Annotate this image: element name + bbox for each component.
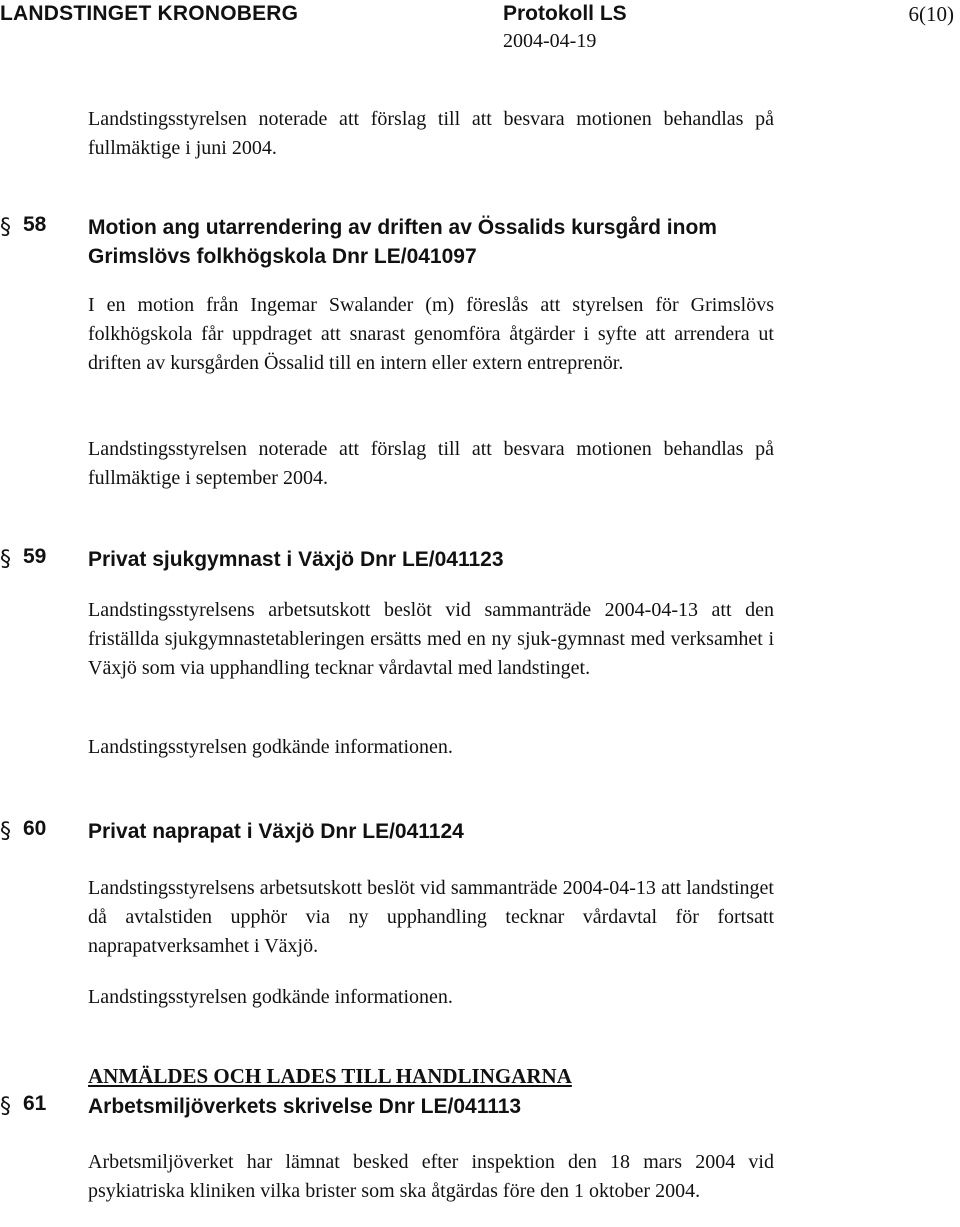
- category-heading: ANMÄLDES OCH LADES TILL HANDLINGARNA: [88, 1064, 572, 1088]
- section-title: Arbetsmiljöverkets skrivelse Dnr LE/041113: [88, 1095, 522, 1118]
- section-paragraph: Landstingsstyrelsens arbetsutskott beslöt vid sammanträde 2004-04-13 att den friställda sjukgymnastetableringen ersätts med en ny sjuk-gymnast med verksamhet i Växjö som via upphandling tecknar vårdavtal med landstinget.: [88, 599, 774, 679]
- page-number: 6(10): [908, 2, 954, 26]
- section-paragraph: Landstingsstyrelsen godkände informationen.: [88, 736, 453, 758]
- section-title: Privat naprapat i Växjö Dnr LE/041124: [88, 820, 464, 843]
- section-paragraph: Landstingsstyrelsen godkände informationen.: [88, 986, 453, 1008]
- section-number: 59: [23, 545, 47, 568]
- section-title: Privat sjukgymnast i Växjö Dnr LE/041123: [88, 548, 504, 571]
- section-symbol: §: [0, 215, 11, 240]
- section-number: 61: [23, 1092, 47, 1115]
- section-paragraph: I en motion från Ingemar Swalander (m) föreslås att styrelsen för Grimslövs folkhögskola får uppdraget att snarast genomföra åtgärder i syfte att arrendera ut driften av kursgården Össalid till en intern eller extern entreprenör.: [88, 294, 774, 374]
- page-header: [0, 0, 960, 64]
- section-paragraph: Landstingsstyrelsens arbetsutskott beslöt vid sammanträde 2004-04-13 att landstinget då avtalstiden upphör via ny upphandling tecknar vårdavtal för fortsatt naprapatverksamhet i Växjö.: [88, 877, 774, 957]
- section-symbol: §: [0, 819, 11, 844]
- section-number: 58: [23, 213, 47, 236]
- section-number: 60: [23, 817, 47, 840]
- intro-paragraph: Landstingsstyrelsen noterade att förslag till att besvara motionen behandlas på fullmäktige i juni 2004.: [88, 108, 774, 159]
- section-symbol: §: [0, 547, 11, 572]
- document-title: Protokoll LS: [503, 2, 627, 25]
- organization-name: LANDSTINGET KRONOBERG: [0, 2, 299, 25]
- section-symbol: §: [0, 1094, 11, 1119]
- document-date: 2004-04-19: [503, 30, 597, 52]
- section-paragraph: Arbetsmiljöverket har lämnat besked efter inspektion den 18 mars 2004 vid psykiatriska kliniken vilka brister som ska åtgärdas före den 1 oktober 2004.: [88, 1151, 774, 1202]
- section-paragraph: Landstingsstyrelsen noterade att förslag till att besvara motionen behandlas på fullmäktige i september 2004.: [88, 438, 774, 489]
- section-title: Motion ang utarrendering av driften av Össalids kursgård inom Grimslövs folkhögskola Dnr LE/041097: [88, 216, 717, 268]
